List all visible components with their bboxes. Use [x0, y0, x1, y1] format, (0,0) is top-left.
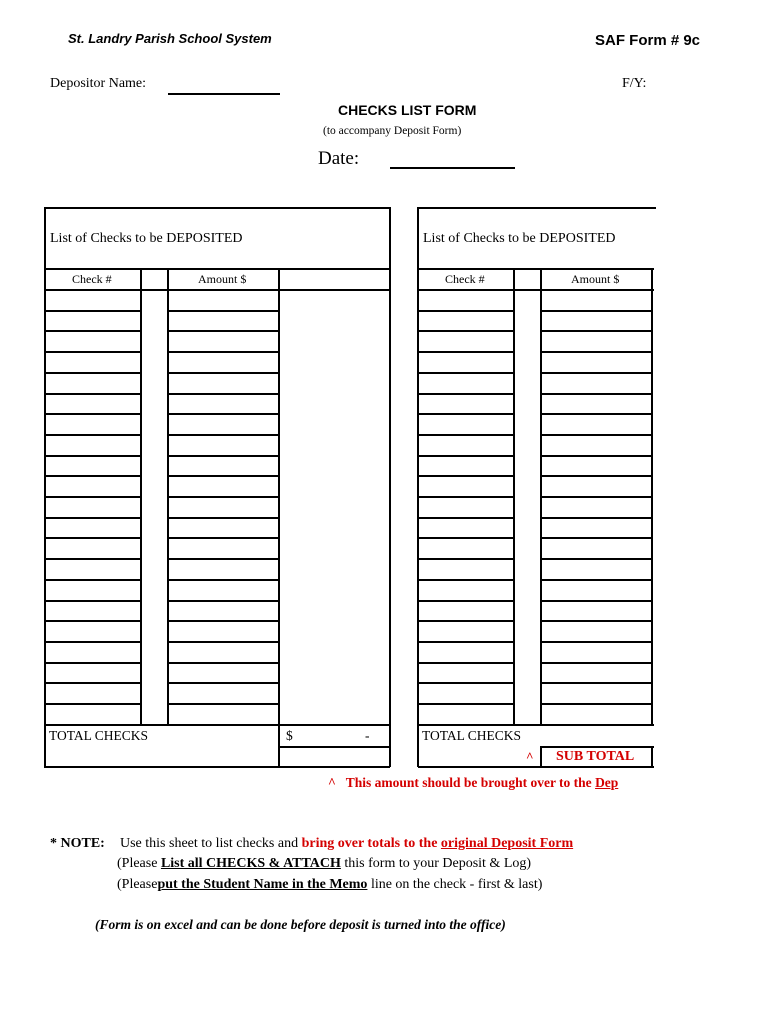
- left-amount-row-line: [167, 620, 279, 622]
- grid-vline: [651, 746, 653, 767]
- right-amount-row-line: [540, 455, 652, 457]
- left-amount-row-line: [167, 330, 279, 332]
- note-line-3c: line on the check - first & last): [370, 877, 543, 892]
- right-amount-row-line: [540, 662, 652, 664]
- date-field[interactable]: [390, 167, 515, 169]
- note-line-3b: put the Student Name in the Memo: [157, 877, 368, 892]
- right-amount-row-line: [540, 558, 652, 560]
- left-amount-row-line: [167, 372, 279, 374]
- grid-hline: [418, 268, 654, 270]
- left-check-row-line: [44, 330, 141, 332]
- left-amount-row-line: [167, 496, 279, 498]
- right-amount-row-line: [540, 600, 652, 602]
- left-check-col-header: Check #: [72, 272, 112, 286]
- right-check-row-line: [418, 434, 514, 436]
- grid-hline: [418, 207, 656, 209]
- left-amount-col-header: Amount $: [198, 272, 247, 286]
- right-amount-col-header: Amount $: [571, 272, 620, 286]
- left-amount-row-line: [167, 310, 279, 312]
- note-line-3: [117, 877, 542, 893]
- right-check-row-line: [418, 413, 514, 415]
- fy-label: F/Y:: [622, 76, 647, 91]
- left-check-row-line: [44, 558, 141, 560]
- left-amount-row-line: [167, 662, 279, 664]
- right-total-checks-label: TOTAL CHECKS: [422, 728, 522, 743]
- brought-over-caret: ^: [328, 775, 336, 790]
- right-check-row-line: [418, 351, 514, 353]
- left-check-row-line: [44, 413, 141, 415]
- footer-note: (Form is on excel and can be done before deposit is turned into the office): [95, 917, 506, 932]
- grid-hline: [540, 746, 654, 748]
- right-check-row-line: [418, 641, 514, 643]
- depositor-label: Depositor Name:: [50, 76, 147, 91]
- right-check-row-line: [418, 703, 514, 705]
- right-check-row-line: [418, 372, 514, 374]
- org-name: St. Landry Parish School System: [68, 31, 272, 46]
- note-line-2a: (Please: [117, 856, 158, 871]
- grid-hline: [44, 724, 390, 726]
- brought-over-note: [328, 775, 618, 791]
- right-check-row-line: [418, 579, 514, 581]
- right-check-row-line: [418, 620, 514, 622]
- left-check-row-line: [44, 393, 141, 395]
- right-amount-row-line: [540, 310, 652, 312]
- grid-hline: [418, 724, 654, 726]
- left-amount-row-line: [167, 537, 279, 539]
- right-table-heading: List of Checks to be DEPOSITED: [423, 231, 616, 246]
- grid-hline: [44, 207, 390, 209]
- right-amount-row-line: [540, 703, 652, 705]
- right-check-row-line: [418, 496, 514, 498]
- right-amount-row-line: [540, 413, 652, 415]
- right-check-col-header: Check #: [445, 272, 485, 286]
- right-amount-row-line: [540, 496, 652, 498]
- left-amount-row-line: [167, 475, 279, 477]
- left-check-row-line: [44, 600, 141, 602]
- left-check-row-line: [44, 434, 141, 436]
- right-check-row-line: [418, 600, 514, 602]
- right-check-row-line: [418, 682, 514, 684]
- note-line-3a: (Please: [117, 877, 158, 892]
- left-check-row-line: [44, 662, 141, 664]
- right-amount-row-line: [540, 620, 652, 622]
- note-line-1b: bring over totals to the: [301, 836, 438, 851]
- right-amount-row-line: [540, 682, 652, 684]
- left-check-row-line: [44, 703, 141, 705]
- left-total-checks-label: TOTAL CHECKS: [49, 728, 149, 743]
- left-amount-row-line: [167, 393, 279, 395]
- left-check-row-line: [44, 537, 141, 539]
- left-amount-row-line: [167, 413, 279, 415]
- left-check-row-line: [44, 517, 141, 519]
- form-id: SAF Form # 9c: [595, 32, 701, 49]
- right-check-row-line: [418, 393, 514, 395]
- grid-vline: [389, 207, 391, 767]
- note-line-2: [117, 856, 531, 872]
- left-check-row-line: [44, 579, 141, 581]
- left-check-row-line: [44, 351, 141, 353]
- grid-vline: [540, 746, 542, 767]
- left-amount-row-line: [167, 558, 279, 560]
- right-check-row-line: [418, 330, 514, 332]
- note-label: * NOTE:: [50, 836, 105, 851]
- note-line-2b: List all CHECKS & ATTACH: [160, 856, 341, 871]
- page-subtitle: (to accompany Deposit Form): [323, 125, 462, 137]
- right-check-row-line: [418, 455, 514, 457]
- right-check-row-line: [418, 537, 514, 539]
- note-line-1a: Use this sheet to list checks and: [120, 836, 299, 851]
- note-line-2c: this form to your Deposit & Log): [344, 856, 532, 871]
- right-check-row-line: [418, 558, 514, 560]
- subtotal-caret: ^: [526, 749, 534, 764]
- left-check-row-line: [44, 620, 141, 622]
- right-amount-row-line: [540, 393, 652, 395]
- page-title: CHECKS LIST FORM: [338, 102, 477, 118]
- brought-over-text: This amount should be brought over to the: [345, 775, 592, 790]
- left-table-heading: List of Checks to be DEPOSITED: [50, 231, 243, 246]
- left-amount-row-line: [167, 600, 279, 602]
- grid-hline: [278, 746, 390, 748]
- brought-over-link[interactable]: Dep: [595, 775, 619, 790]
- right-amount-row-line: [540, 475, 652, 477]
- left-amount-row-line: [167, 641, 279, 643]
- right-check-row-line: [418, 310, 514, 312]
- left-check-row-line: [44, 496, 141, 498]
- right-check-row-line: [418, 475, 514, 477]
- right-amount-row-line: [540, 351, 652, 353]
- grid-hline: [44, 268, 390, 270]
- right-amount-row-line: [540, 579, 652, 581]
- grid-hline: [44, 289, 390, 291]
- left-check-row-line: [44, 372, 141, 374]
- subtotal-label: SUB TOTAL: [556, 749, 635, 764]
- left-check-row-line: [44, 641, 141, 643]
- grid-hline: [418, 289, 654, 291]
- grid-hline: [418, 766, 654, 768]
- right-amount-row-line: [540, 517, 652, 519]
- left-check-row-line: [44, 310, 141, 312]
- note-line-1: [120, 836, 573, 852]
- left-amount-row-line: [167, 455, 279, 457]
- right-amount-row-line: [540, 434, 652, 436]
- left-check-row-line: [44, 455, 141, 457]
- left-amount-row-line: [167, 703, 279, 705]
- right-amount-row-line: [540, 537, 652, 539]
- left-amount-row-line: [167, 434, 279, 436]
- note-line-1c: original Deposit Form: [440, 836, 574, 851]
- right-amount-row-line: [540, 641, 652, 643]
- left-amount-row-line: [167, 517, 279, 519]
- total-value: -: [365, 728, 370, 743]
- left-amount-row-line: [167, 682, 279, 684]
- right-amount-row-line: [540, 372, 652, 374]
- total-currency: $: [286, 728, 293, 743]
- depositor-name-field[interactable]: [168, 93, 280, 95]
- left-amount-row-line: [167, 351, 279, 353]
- right-amount-row-line: [540, 330, 652, 332]
- left-check-row-line: [44, 475, 141, 477]
- right-check-row-line: [418, 517, 514, 519]
- left-amount-row-line: [167, 579, 279, 581]
- date-label: Date:: [318, 148, 360, 169]
- grid-hline: [44, 766, 390, 768]
- right-check-row-line: [418, 662, 514, 664]
- left-check-row-line: [44, 682, 141, 684]
